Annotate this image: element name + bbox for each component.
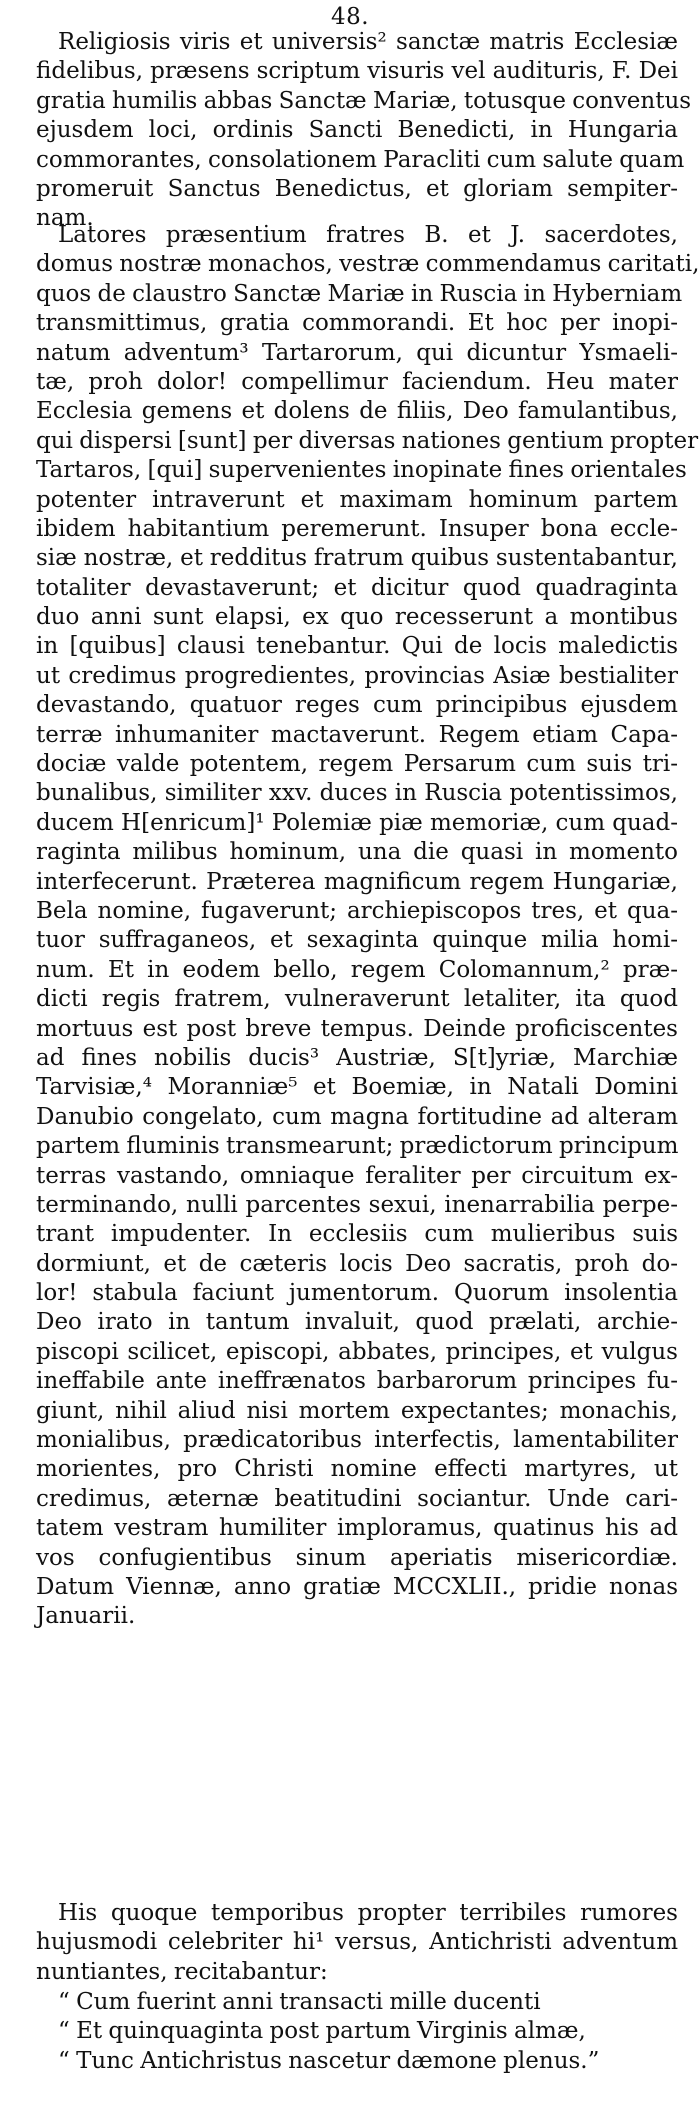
text-line: num. Et in eodem bello, regem Colomannum,² præ-: [36, 956, 678, 983]
text-line: terræ inhumaniter mactaverunt. Regem etiam Capa-: [36, 721, 678, 748]
text-line: quos de claustro Sanctæ Mariæ in Ruscia in Hyberniam: [36, 280, 683, 307]
text-line: morientes, pro Christi nomine effecti martyres, ut: [36, 1456, 678, 1483]
text-line: ejusdem loci, ordinis Sancti Benedicti, in Hungaria: [36, 117, 678, 144]
text-line: Januarii.: [36, 1603, 136, 1630]
text-line: His quoque temporibus propter terribiles rumores: [58, 1900, 678, 1926]
text-line: tuor suffraganeos, et sexaginta quinque milia homi-: [36, 927, 678, 954]
verse-quotation: [36, 1988, 678, 2076]
text-line: credimus, æternæ beatitudini sociantur. Unde cari-: [36, 1485, 678, 1512]
text-line: Tartaros, [qui] supervenientes inopinate fines orientales: [36, 457, 687, 484]
text-line: transmittimus, gratia commorandi. Et hoc per inopi-: [36, 310, 678, 337]
text-line: nuntiantes, recitabantur:: [36, 1958, 328, 1985]
text-line: in [quibus] clausi tenebantur. Qui de locis maledictis: [36, 633, 678, 660]
text-line: hujusmodi celebriter hi¹ versus, Antichristi adventum: [36, 1929, 678, 1956]
text-line: trant impudenter. In ecclesiis cum mulieribus suis: [36, 1221, 678, 1248]
verse-line: “ Tunc Antichristus nascetur dæmone plenus.”: [58, 2047, 600, 2074]
text-line: interfecerunt. Præterea magnificum regem Hungariæ,: [36, 868, 678, 895]
text-line: commorantes, consolationem Paracliti cum salute quam: [36, 146, 685, 173]
text-line: terminando, nulli parcentes sexui, inenarrabilia perpe-: [36, 1191, 678, 1218]
text-line: ineffabile ante ineffrænatos barbarorum principes fu-: [36, 1368, 678, 1395]
text-line: Religiosis viris et universis² sanctæ matris Ecclesiæ: [58, 29, 678, 55]
text-line: devastando, quatuor reges cum principibus ejusdem: [36, 692, 678, 719]
paragraph-letter-body: [36, 221, 700, 1632]
text-line: duo anni sunt elapsi, ex quo recesserunt a montibus: [36, 604, 678, 631]
text-line: mortuus est post breve tempus. Deinde proficiscentes: [36, 1015, 678, 1042]
text-line: partem fluminis transmearunt; prædictorum principum: [36, 1133, 679, 1160]
text-line: natum adventum³ Tartarorum, qui dicuntur Ysmaeli-: [36, 339, 678, 366]
text-line: monialibus, prædicatoribus interfectis, lamentabiliter: [36, 1427, 678, 1454]
text-line: Tarvisiæ,⁴ Moranniæ⁵ et Boemiæ, in Natali Domini: [36, 1074, 678, 1101]
text-line: dicti regis fratrem, vulneraverunt letaliter, ita quod: [36, 986, 678, 1013]
text-line: raginta milibus hominum, una die quasi in momento: [36, 839, 678, 866]
text-line: Datum Viennæ, anno gratiæ MCCXLII., pridie nonas: [36, 1573, 678, 1600]
text-line: potenter intraverunt et maximam hominum partem: [36, 486, 678, 513]
text-line: totaliter devastaverunt; et dicitur quod quadraginta: [36, 574, 678, 601]
text-line: siæ nostræ, et redditus fratrum quibus sustentabantur,: [36, 545, 678, 572]
page-number: 48.: [330, 4, 370, 30]
text-line: ad fines nobilis ducis³ Austriæ, S[t]yriæ, Marchiæ: [36, 1044, 678, 1071]
text-line: giunt, nihil aliud nisi mortem expectantes; monachis,: [36, 1397, 678, 1424]
text-line: Danubio congelato, cum magna fortitudine ad alteram: [36, 1103, 678, 1130]
text-line: vos confugientibus sinum aperiatis misericordiæ.: [36, 1544, 678, 1571]
text-line: terras vastando, omniaque feraliter per circuitum ex-: [36, 1162, 678, 1189]
text-line: bunalibus, similiter xxv. duces in Ruscia potentissimos,: [36, 780, 678, 807]
text-line: dormiunt, et de cæteris locis Deo sacratis, proh do-: [36, 1250, 678, 1277]
text-line: gratia humilis abbas Sanctæ Mariæ, totusque conventus: [36, 87, 692, 114]
text-line: ibidem habitantium peremerunt. Insuper bona eccle-: [36, 515, 678, 542]
text-line: Deo irato in tantum invaluit, quod prælati, archie-: [36, 1309, 678, 1336]
text-line: domus nostræ monachos, vestræ commendamus caritati,: [36, 251, 700, 278]
text-line: qui dispersi [sunt] per diversas nationes gentium propter: [36, 427, 699, 454]
text-line: tæ, proh dolor! compellimur faciendum. Heu mater: [36, 368, 678, 395]
verse-line: “ Et quinquaginta post partum Virginis almæ,: [58, 2018, 586, 2045]
text-line: Latores præsentium fratres B. et J. sacerdotes,: [58, 222, 678, 248]
text-line: ut credimus progredientes, provincias Asiæ bestialiter: [36, 662, 678, 689]
paragraph-salutation: [36, 28, 692, 234]
text-line: piscopi scilicet, episcopi, abbates, principes, et vulgus: [36, 1338, 678, 1365]
paragraph-verses-intro: [36, 1899, 678, 1987]
text-line: tatem vestram humiliter imploramus, quatinus his ad: [36, 1515, 678, 1542]
text-line: promeruit Sanctus Benedictus, et gloriam sempiter-: [36, 175, 678, 202]
text-line: dociæ valde potentem, regem Persarum cum suis tri-: [36, 751, 678, 778]
text-line: Bela nomine, fugaverunt; archiepiscopos tres, et qua-: [36, 897, 678, 924]
text-line: lor! stabula faciunt jumentorum. Quorum insolentia: [36, 1280, 678, 1307]
text-line: ducem H[enricum]¹ Polemiæ piæ memoriæ, cum quad-: [36, 809, 678, 836]
text-line: fidelibus, præsens scriptum visuris vel audituris, F. Dei: [36, 58, 678, 85]
verse-line: “ Cum fuerint anni transacti mille ducenti: [58, 1989, 541, 2015]
text-line: Ecclesia gemens et dolens de filiis, Deo famulantibus,: [36, 398, 678, 425]
text-line: nam.: [36, 205, 94, 232]
